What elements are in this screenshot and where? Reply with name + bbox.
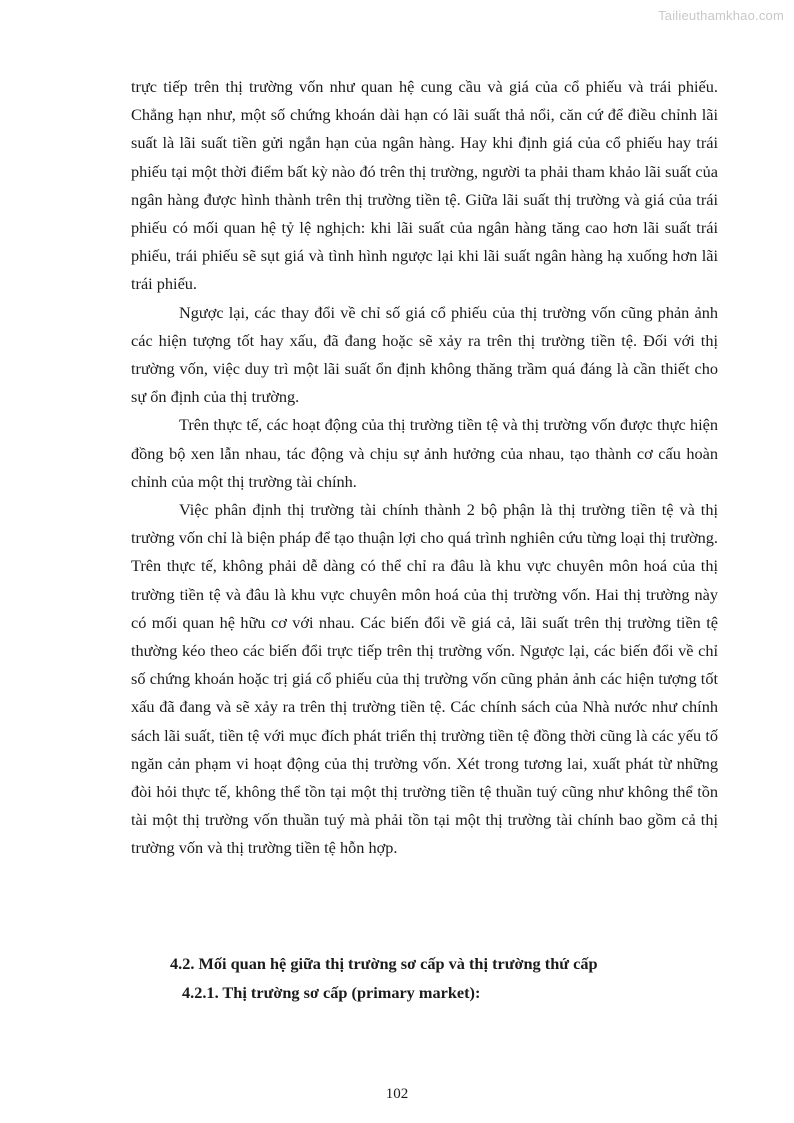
section-heading: 4.2. Mối quan hệ giữa thị trường sơ cấp và thị trường thứ cấp — [170, 954, 598, 973]
paragraph-2: Ngược lại, các thay đổi về chỉ số giá cổ phiếu của thị trường vốn cũng phản ảnh các hiện tượng tốt hay xấu, đã đang hoặc sẽ xảy ra trên thị trường tiền tệ. Đối với thị trường vốn, việc duy trì một lãi suất ổn định không thăng trầm quá đáng là cần thiết cho sự ổn định của thị trường. — [131, 302, 718, 407]
page-body — [131, 73, 718, 863]
paragraph-4: Việc phân định thị trường tài chính thành 2 bộ phận là thị trường tiền tệ và thị trường vốn chỉ là biện pháp để tạo thuận lợi cho quá trình nghiên cứu từng loại thị trường. Trên thực tế, không phải dễ dàng có thể chỉ ra đâu là khu vực chuyên môn hoá của thị trường tiền tệ và đâu là khu vực chuyên môn hoá của thị trường vốn. Hai thị trường này có mối quan hệ hữu cơ với nhau. Các biến đổi về giá cả, lãi suất trên thị trường tiền tệ thường kéo theo các biến đổi trực tiếp trên thị trường vốn. Ngược lại, các biến đổi về chỉ số chứng khoán hoặc trị giá cổ phiếu của thị trường vốn cũng phản ảnh các hiện tượng tốt xấu đã đang và sẽ xảy ra trên thị trường tiền tệ. Các chính sách của Nhà nước như chính sách lãi suất, tiền tệ với mục đích phát triển thị trường tiền tệ đồng thời cũng là các yếu tố ngăn cản phạm vi hoạt động của thị trường vốn. Xét trong tương lai, xuất phát từ những đòi hỏi thực tế, không thể tồn tại một thị trường tiền tệ thuần tuý cũng như không thể tồn tài một thị trường vốn thuần tuý mà phải tồn tại một thị trường tài chính bao gồm cả thị trường vốn và thị trường tiền tệ hỗn hợp. — [131, 500, 718, 858]
paragraph-1: trực tiếp trên thị trường vốn như quan hệ cung cầu và giá của cổ phiếu và trái phiếu. Chẳng hạn như, một số chứng khoán dài hạn có lãi suất thả nổi, căn cứ để điều chỉnh lãi suất là lãi suất tiền gửi ngắn hạn của ngân hàng. Hay khi định giá của cổ phiếu hay trái phiếu tại một thời điểm bất kỳ nào đó trên thị trường, người ta phải tham khảo lãi suất của ngân hàng được hình thành trên thị trường tiền tệ. Giữa lãi suất thị trường và giá của trái phiếu có mối quan hệ tỷ lệ nghịch: khi lãi suất của ngân hàng tăng cao hơn lãi suất trái phiếu, trái phiếu sẽ sụt giá và tình hình ngược lại khi lãi suất ngân hàng hạ xuống hơn lãi trái phiếu. — [131, 77, 718, 294]
paragraph-3: Trên thực tế, các hoạt động của thị trường tiền tệ và thị trường vốn được thực hiện đồng bộ xen lẫn nhau, tác động và chịu sự ảnh hưởng của nhau, tạo thành cơ cấu hoàn chỉnh của một thị trường tài chính. — [131, 415, 718, 491]
watermark: Tailieuthamkhao.com — [658, 8, 784, 23]
subsection-heading: 4.2.1. Thị trường sơ cấp (primary market): — [182, 983, 481, 1002]
page-number: 102 — [385, 1086, 409, 1102]
